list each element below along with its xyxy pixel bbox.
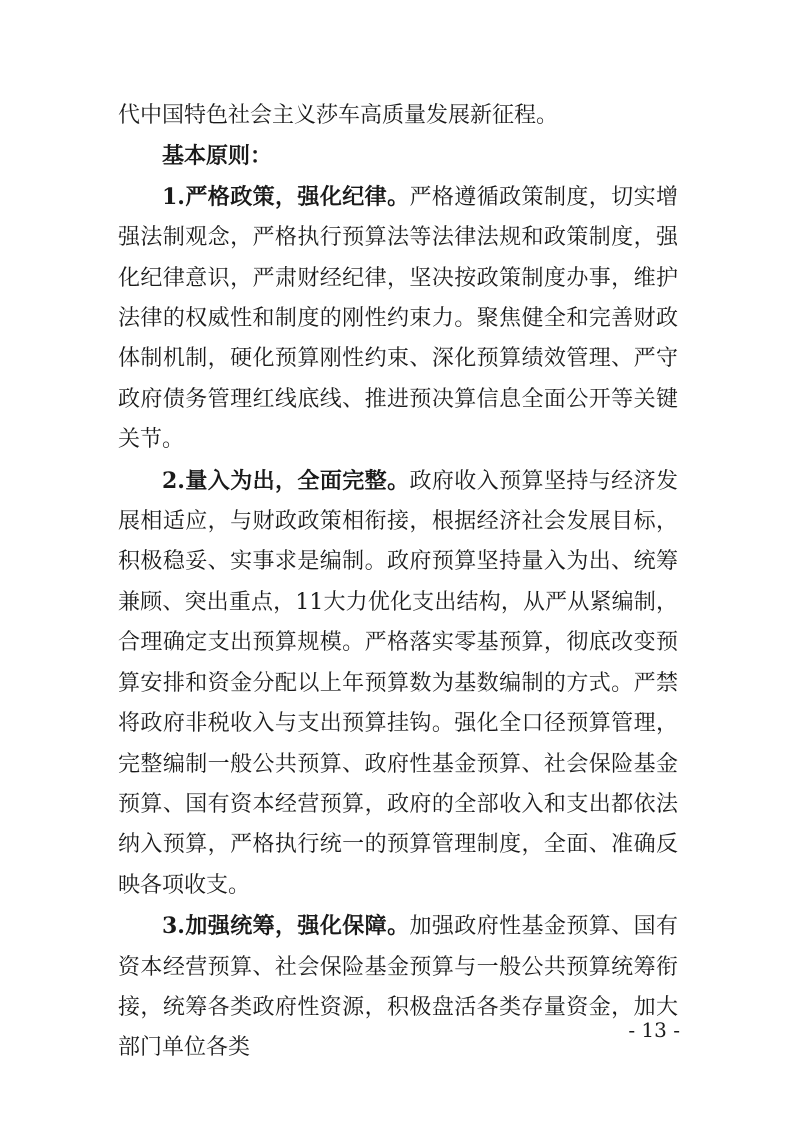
principle-3-text: 加强政府性基金预算、国有资本经营预算、社会保险基金预算与一般公共预算统筹衔接，统筹各类政府性资源，积极盘活各类存量资金，加大部门单位各类 bbox=[118, 914, 678, 1061]
principle-paragraph-1 bbox=[118, 177, 678, 461]
principle-paragraph-2 bbox=[118, 461, 678, 906]
document-body bbox=[118, 96, 678, 1069]
page-number: - 13 - bbox=[628, 1018, 680, 1042]
continuation-paragraph: 代中国特色社会主义莎车高质量发展新征程。 bbox=[118, 103, 559, 128]
principle-2-lead: 2.量入为出，全面完整。 bbox=[162, 467, 410, 494]
principle-3-lead: 3.加强统筹，强化保障。 bbox=[162, 913, 410, 940]
principle-1-lead: 1.严格政策，强化纪律。 bbox=[162, 183, 410, 210]
principle-paragraph-3 bbox=[118, 906, 678, 1069]
section-heading: 基本原则： bbox=[162, 143, 273, 170]
principle-2-text: 政府收入预算坚持与经济发展相适应，与财政政策相衔接，根据经济社会发展目标，积极稳妥、实事求是编制。政府预算坚持量入为出、统筹兼顾、突出重点，11大力优化支出结构，从严从紧编制，合理确定支出预算规模。严格落实零基预算，彻底改变预算安排和资金分配以上年预算数为基数编制的方式。严禁将政府非税收入与支出预算挂钩。强化全口径预算管理，完整编制一般公共预算、政府性基金预算、社会保险基金预算、国有资本经营预算，政府的全部收入和支出都依法纳入预算，严格执行统一的预算管理制度，全面、准确反映各项收支。 bbox=[118, 468, 678, 898]
principle-1-text: 严格遵循政策制度，切实增强法制观念，严格执行预算法等法律法规和政策制度，强化纪律意识，严肃财经纪律，坚决按政策制度办事，维护法律的权威性和制度的刚性约束力。聚焦健全和完善财政体制机制，硬化预算刚性约束、深化预算绩效管理、严守政府债务管理红线底线、推进预决算信息全面公开等关键关节。 bbox=[118, 184, 678, 453]
